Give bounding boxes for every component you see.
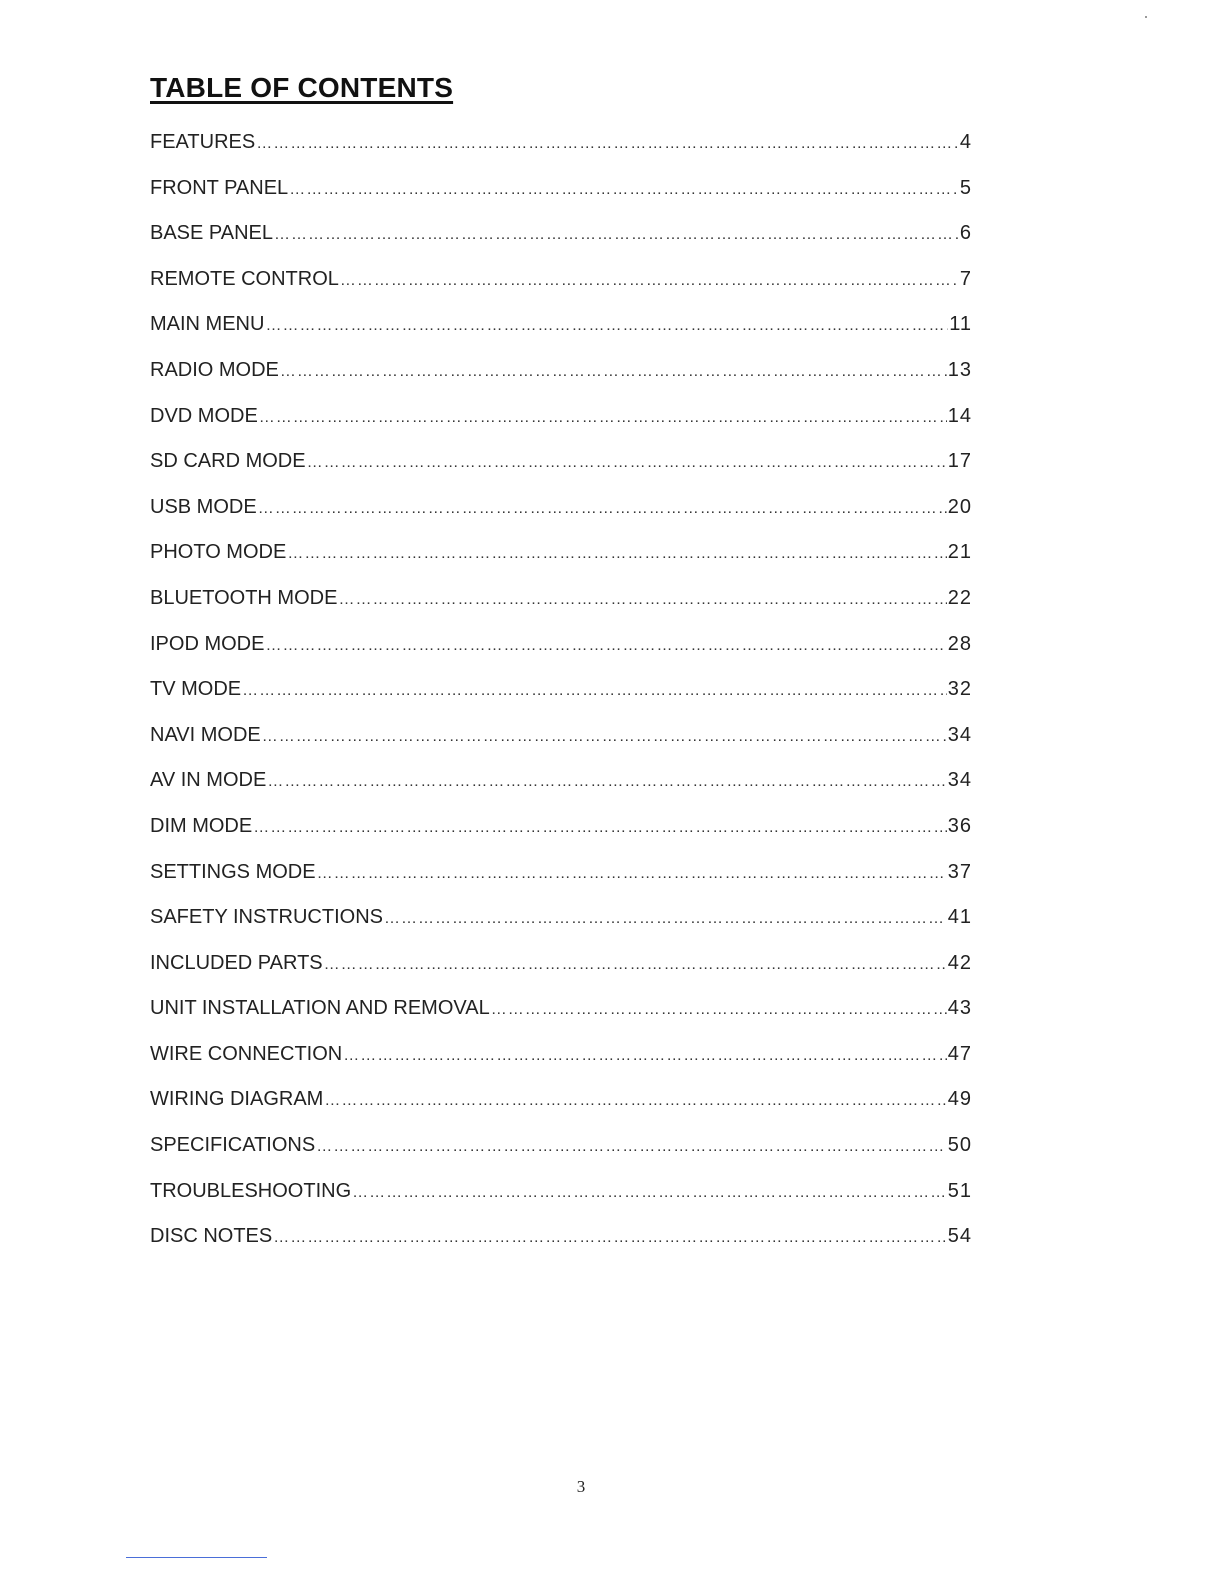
toc-dot-leader <box>340 267 959 295</box>
toc-dot-leader <box>491 996 947 1024</box>
toc-entry-page: 14 <box>947 404 972 427</box>
toc-entry-page: 28 <box>947 632 972 655</box>
toc-entry-label: REMOTE CONTROL <box>150 267 339 290</box>
toc-entry[interactable] <box>150 903 972 949</box>
toc-dot-leader <box>324 951 947 979</box>
toc-dot-leader <box>289 176 959 204</box>
toc-entry-page: 50 <box>947 1134 972 1157</box>
toc-entry[interactable] <box>150 994 972 1040</box>
toc-entry-page: 34 <box>947 723 972 746</box>
toc-entry[interactable] <box>150 630 972 676</box>
toc-dot-leader <box>317 860 947 888</box>
toc-entry-page: 43 <box>947 997 972 1020</box>
toc-entry-label: FEATURES <box>150 131 256 153</box>
scan-speck <box>1145 16 1147 18</box>
toc-entry-label: DISC NOTES <box>150 1225 273 1248</box>
toc-entry[interactable] <box>150 766 972 812</box>
toc-dot-leader <box>384 905 947 933</box>
toc-dot-leader <box>259 404 947 432</box>
toc-entry[interactable] <box>150 1040 972 1086</box>
toc-entry[interactable] <box>150 310 972 356</box>
toc-dot-leader <box>258 495 947 523</box>
toc-entry[interactable] <box>150 949 972 995</box>
toc-dot-leader <box>262 723 947 751</box>
toc-entry-label: SD CARD MODE <box>150 450 306 473</box>
toc-entry-page: 37 <box>947 860 972 883</box>
toc-entry[interactable] <box>150 858 972 904</box>
toc-entry-label: TROUBLESHOOTING <box>150 1179 352 1202</box>
toc-entry-page: 49 <box>947 1088 972 1111</box>
page-title: TABLE OF CONTENTS <box>150 72 454 103</box>
toc-entry[interactable] <box>150 219 972 265</box>
toc-entry[interactable] <box>150 1222 972 1268</box>
toc-entry-page: 21 <box>947 541 972 564</box>
toc-entry-page: 36 <box>947 814 972 837</box>
toc-entry[interactable] <box>150 1131 972 1177</box>
page-number: 3 <box>576 1477 586 1496</box>
footer-rule <box>126 1557 267 1558</box>
toc-entry-label: INCLUDED PARTS <box>150 951 323 974</box>
toc-entry[interactable] <box>150 1177 972 1223</box>
toc-entry[interactable] <box>150 356 972 402</box>
toc-entry-label: DIM MODE <box>150 814 253 837</box>
toc-entry-page: 42 <box>947 951 972 974</box>
toc-entry-page: 5 <box>959 176 972 199</box>
toc-entry-label: AV IN MODE <box>150 769 267 792</box>
toc-entry-label: RADIO MODE <box>150 358 279 381</box>
toc-entry[interactable] <box>150 538 972 584</box>
toc-entry[interactable] <box>150 1085 972 1131</box>
toc-entry-label: NAVI MODE <box>150 723 261 746</box>
toc-entry-label: DVD MODE <box>150 404 258 427</box>
toc-entry-label: UNIT INSTALLATION AND REMOVAL <box>150 997 490 1020</box>
toc-entry-label: BASE PANEL <box>150 222 274 245</box>
toc-entry-page: 20 <box>947 495 972 518</box>
toc-dot-leader <box>265 632 946 660</box>
toc-dot-leader <box>242 677 947 705</box>
toc-dot-leader <box>338 586 946 614</box>
toc-entry-label: IPOD MODE <box>150 632 265 655</box>
toc-dot-leader <box>280 358 947 386</box>
toc-entry-label: USB MODE <box>150 495 257 518</box>
toc-entry[interactable] <box>150 721 972 767</box>
toc-dot-leader <box>307 449 947 477</box>
toc-entry-label: SAFETY INSTRUCTIONS <box>150 906 383 929</box>
toc-entry-label: SETTINGS MODE <box>150 860 316 883</box>
toc-entry-page: 4 <box>959 131 972 153</box>
toc-entry[interactable] <box>150 265 972 311</box>
toc-entry-page: 47 <box>947 1042 972 1065</box>
toc-entry-page: 22 <box>947 586 972 609</box>
toc-dot-leader <box>274 221 959 249</box>
toc-entry[interactable] <box>150 447 972 493</box>
toc-entry-label: WIRING DIAGRAM <box>150 1088 324 1111</box>
toc-entry-page: 17 <box>947 450 972 473</box>
toc-entry[interactable] <box>150 493 972 539</box>
toc-entry-label: FRONT PANEL <box>150 176 289 199</box>
toc-entry[interactable] <box>150 402 972 448</box>
toc-entry[interactable] <box>150 174 972 220</box>
toc-dot-leader <box>316 1133 947 1161</box>
toc-entry-page: 41 <box>947 906 972 929</box>
toc-entry-page: 51 <box>947 1179 972 1202</box>
toc-dot-leader <box>253 814 947 842</box>
toc-entry[interactable] <box>150 675 972 721</box>
toc-entry-page: 54 <box>947 1225 972 1248</box>
toc-entry-label: PHOTO MODE <box>150 541 287 564</box>
toc-entry[interactable] <box>150 128 972 174</box>
toc-entry-page: 7 <box>959 267 972 290</box>
toc-dot-leader <box>324 1087 946 1115</box>
toc-entry-page: 34 <box>947 769 972 792</box>
toc-entry-label: SPECIFICATIONS <box>150 1134 316 1157</box>
toc-entry-label: WIRE CONNECTION <box>150 1042 343 1065</box>
toc-dot-leader <box>352 1179 947 1207</box>
toc-entry-label: BLUETOOTH MODE <box>150 586 338 609</box>
toc-entry-page: 11 <box>949 313 972 336</box>
toc-dot-leader <box>287 540 946 568</box>
toc-entry-page: 6 <box>959 222 972 245</box>
toc-entry-page: 32 <box>947 678 972 701</box>
toc-dot-leader <box>256 130 959 158</box>
toc-entry-label: MAIN MENU <box>150 313 265 336</box>
toc-entry-page: 13 <box>947 358 972 381</box>
toc-dot-leader <box>267 768 946 796</box>
toc-dot-leader <box>265 312 948 340</box>
toc-entry[interactable] <box>150 584 972 630</box>
table-of-contents <box>150 128 972 1268</box>
toc-dot-leader <box>273 1224 947 1252</box>
toc-entry-label: TV MODE <box>150 678 242 701</box>
toc-dot-leader <box>343 1042 947 1070</box>
toc-entry[interactable] <box>150 812 972 858</box>
